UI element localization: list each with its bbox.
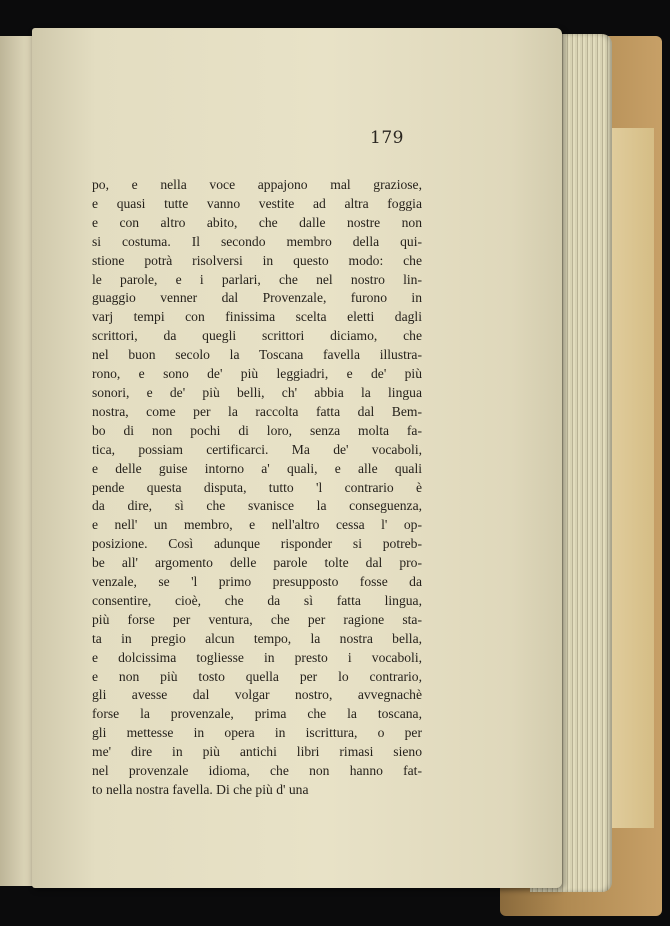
- text-line: stione potrà risolversi in questo modo: che: [92, 252, 422, 268]
- text-line: sonori, e de' più belli, ch' abbia la lingua: [92, 384, 422, 400]
- text-line: posizione. Così adunque risponder si potreb-: [92, 536, 422, 552]
- text-line: to nella nostra favella. Di che più d' una: [92, 782, 309, 797]
- book-page: [32, 28, 562, 888]
- text-line: nel buon secolo la Toscana favella illustra-: [92, 347, 422, 363]
- text-line: e non più tosto quella per lo contrario,: [92, 668, 422, 684]
- text-line: pende questa disputa, tutto 'l contrario è: [92, 479, 422, 495]
- text-line: e delle guise intorno a' quali, e alle quali: [92, 460, 422, 476]
- text-line: be all' argomento delle parole tolte dal pro-: [92, 555, 422, 571]
- text-line: nel provenzale idioma, che non hanno fat-: [92, 763, 422, 779]
- text-line: rono, e sono de' più leggiadri, e de' più: [92, 366, 422, 382]
- text-line: più forse per ventura, che per ragione sta-: [92, 611, 422, 627]
- text-line: forse la provenzale, prima che la toscana,: [92, 706, 422, 722]
- text-line: gli avesse dal volgar nostro, avvegnachè: [92, 687, 422, 703]
- text-line: e con altro abito, che dalle nostre non: [92, 214, 422, 230]
- text-line: scrittori, da quegli scrittori diciamo, che: [92, 328, 422, 344]
- text-line: ta in pregio alcun tempo, la nostra bella,: [92, 630, 422, 646]
- text-line: gli mettesse in opera in iscrittura, o per: [92, 725, 422, 741]
- text-line: venzale, se 'l primo presupposto fosse da: [92, 574, 422, 590]
- text-line: consentire, cioè, che da sì fatta lingua,: [92, 592, 422, 608]
- text-line: e quasi tutte vanno vestite ad altra foggia: [92, 195, 422, 211]
- text-line: me' dire in più antichi libri rimasi sieno: [92, 744, 422, 760]
- text-line: tica, possiam certificarci. Ma de' vocaboli,: [92, 441, 422, 457]
- text-line: si costuma. Il secondo membro della qui-: [92, 233, 422, 249]
- page-number: 179: [370, 128, 404, 148]
- text-block: [92, 176, 422, 800]
- text-line: varj tempi con finissima scelta eletti dagli: [92, 309, 422, 325]
- text-line: e nell' un membro, e nell'altro cessa l' op-: [92, 517, 422, 533]
- text-line: e dolcissima togliesse in presto i vocaboli,: [92, 649, 422, 665]
- text-line: le parole, e i parlari, che nel nostro lin-: [92, 271, 422, 287]
- text-line: bo di non pochi di loro, senza molta fa-: [92, 422, 422, 438]
- text-line: da dire, sì che svanisce la conseguenza,: [92, 498, 422, 514]
- text-line: po, e nella voce appajono mal graziose,: [92, 177, 422, 192]
- text-line: nostra, come per la raccolta fatta dal Bem-: [92, 403, 422, 419]
- cover-corner: [612, 128, 654, 828]
- text-line: guaggio venner dal Provenzale, furono in: [92, 290, 422, 306]
